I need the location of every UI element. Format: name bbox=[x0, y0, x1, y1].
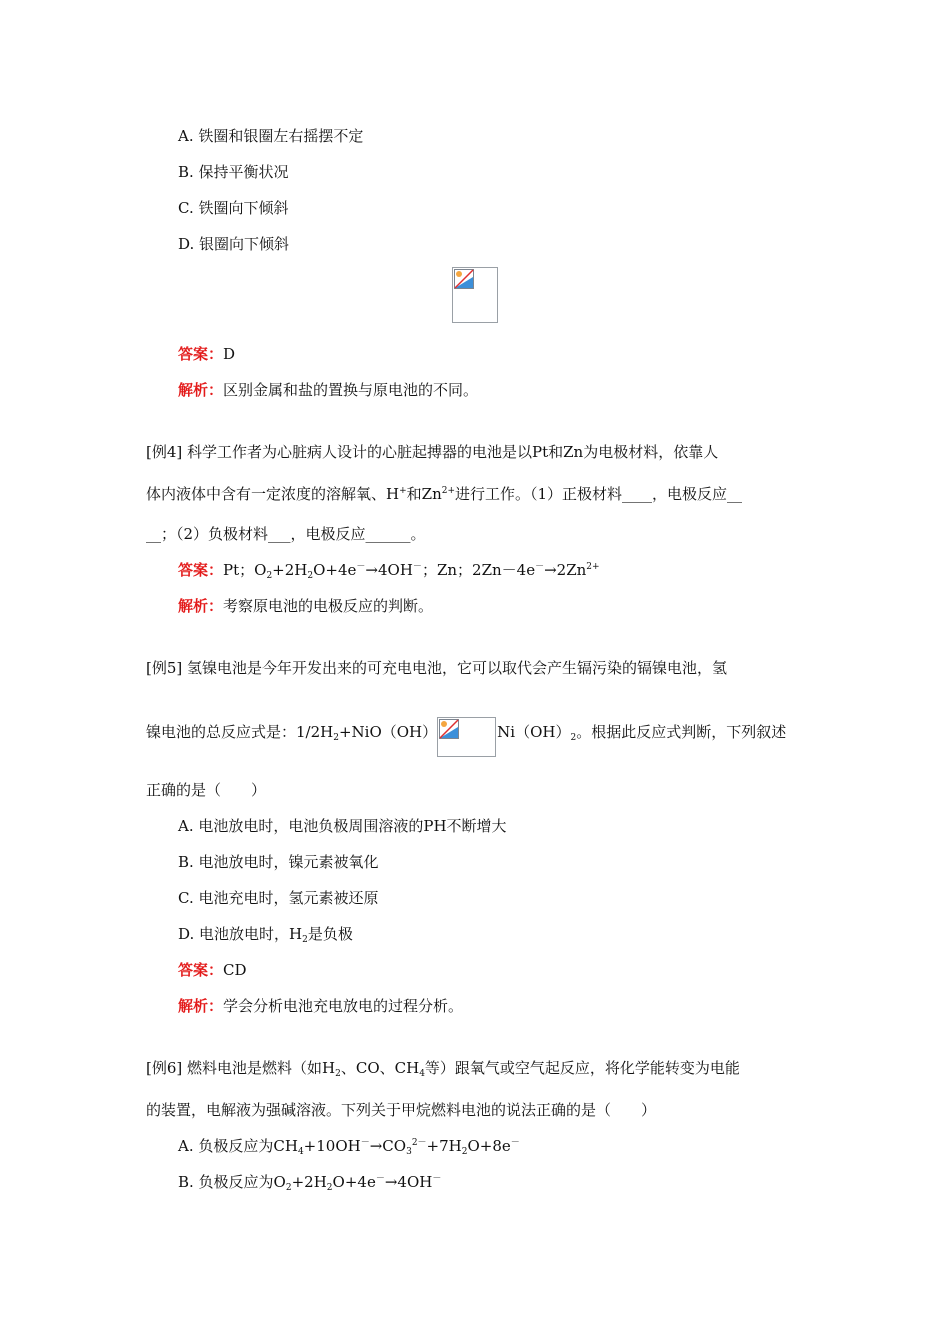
analysis-text: 区别金属和盐的置换与原电池的不同。 bbox=[223, 381, 479, 399]
q3-option-a: A. 铁圈和银圈左右摇摆不定 bbox=[178, 127, 364, 145]
q4-analysis bbox=[178, 596, 433, 616]
q3-option-d: D. 银圈向下倾斜 bbox=[178, 235, 290, 253]
q3-option-c: C. 铁圈向下倾斜 bbox=[178, 199, 289, 217]
analysis-text: 学会分析电池充电放电的过程分析。 bbox=[223, 997, 464, 1015]
q5-option-a: A. 电池放电时，电池负极周围溶液的PH不断增大 bbox=[178, 817, 507, 835]
answer-label: 答案： bbox=[178, 345, 224, 363]
q6-option-b: B. 负极反应为$O_2+2H_2O+4e^-\to 4OH^-$ bbox=[178, 1173, 442, 1193]
q6-stem-line-1: [例6] 燃料电池是燃料（如$H_2$、CO、$CH_4$等）跟氧气或空气起反应，将化学能转变为电能 bbox=[146, 1059, 740, 1079]
q4-stem-line-2: 体内液体中含有一定浓度的溶解氧、H+和$Zn^{2+}$进行工作。（1）正极材料____，电极反应__ bbox=[146, 485, 743, 503]
answer-value: D bbox=[223, 345, 236, 363]
q5-stem-line-2: 镍电池的总反应式是：$1/2H_2+NiO(OH)$ $Ni(OH)_2$。根据此反应式判断，下列叙述 bbox=[146, 723, 787, 743]
analysis-text: 考察原电池的电极反应的判断。 bbox=[223, 597, 434, 615]
q5-stem-line-1: [例5] 氢镍电池是今年开发出来的可充电电池，它可以取代会产生镉污染的镉镍电池，氢 bbox=[146, 659, 728, 677]
broken-image-icon bbox=[439, 719, 459, 739]
q4-stem-line-1: [例4] 科学工作者为心脏病人设计的心脏起搏器的电池是以Pt和Zn为电极材料，依靠人 bbox=[146, 443, 719, 461]
figure-placeholder bbox=[452, 267, 498, 323]
q3-analysis bbox=[178, 380, 478, 400]
q6-option-a: A. 负极反应为$CH_4+10OH^-\to CO_3^{2-}+7H_2O+8e^-$ bbox=[178, 1137, 520, 1157]
broken-image-icon bbox=[454, 269, 474, 289]
q5-option-d: D. 电池放电时，$H_2$是负极 bbox=[178, 925, 353, 945]
answer-label: 答案： bbox=[178, 961, 224, 979]
analysis-label: 解析： bbox=[178, 997, 224, 1015]
q5-analysis bbox=[178, 996, 463, 1016]
q4-answer: 答案：Pt；$O_2+2H_2O+4e^-\to 4OH^-$；Zn；$2Zn-4e^-\to 2Zn^{2+}$ bbox=[178, 561, 600, 581]
q5-answer bbox=[178, 960, 247, 980]
reaction-arrow-placeholder bbox=[437, 717, 496, 757]
q4-stem-line-3: __；（2）负极材料___，电极反应______。 bbox=[146, 525, 426, 543]
q3-option-b: B. 保持平衡状况 bbox=[178, 163, 289, 181]
answer-value: CD bbox=[223, 961, 247, 979]
q6-stem-line-2: 的装置，电解液为强碱溶液。下列关于甲烷燃料电池的说法正确的是（ ） bbox=[146, 1101, 657, 1119]
q5-stem-line-3: 正确的是（ ） bbox=[146, 781, 267, 799]
analysis-label: 解析： bbox=[178, 597, 224, 615]
q5-option-c: C. 电池充电时，氢元素被还原 bbox=[178, 889, 379, 907]
analysis-label: 解析： bbox=[178, 381, 224, 399]
answer-label: 答案： bbox=[178, 561, 224, 579]
q3-answer bbox=[178, 344, 235, 364]
q5-option-b: B. 电池放电时，镍元素被氧化 bbox=[178, 853, 379, 871]
